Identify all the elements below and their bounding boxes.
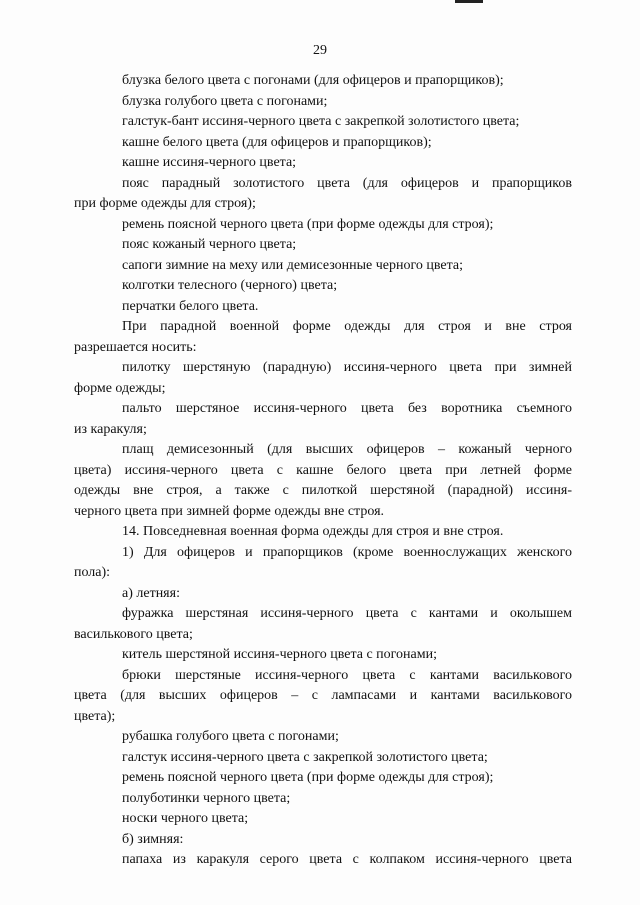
text-line: кашне белого цвета (для офицеров и прапорщиков); bbox=[122, 134, 432, 150]
page-number: 29 bbox=[313, 43, 327, 58]
text-line: папаха из каракуля серого цвета с колпаком иссиня-черного цвета bbox=[122, 852, 572, 867]
text-line: цвета); bbox=[74, 708, 116, 724]
text-line: блузка белого цвета с погонами (для офицеров и прапорщиков); bbox=[122, 73, 504, 88]
text-line: рубашка голубого цвета с погонами; bbox=[122, 729, 339, 744]
text-line: блузка голубого цвета с погонами; bbox=[122, 93, 328, 109]
text-line: ремень поясной черного цвета (при форме одежды для строя); bbox=[122, 216, 494, 232]
text-line: цвета (для высших офицеров – с лампасами и кантами василькового bbox=[74, 688, 572, 703]
text-line: 1) Для офицеров и прапорщиков (кроме военнослужащих женского bbox=[122, 544, 572, 560]
text-line: василькового цвета; bbox=[74, 626, 193, 642]
text-line: брюки шерстяные иссиня-черного цвета с кантами василькового bbox=[122, 667, 572, 683]
text-line: а) летняя: bbox=[122, 585, 180, 601]
text-line: китель шерстяной иссиня-черного цвета с погонами; bbox=[122, 647, 437, 662]
text-line: б) зимняя: bbox=[122, 831, 184, 847]
text-line: кашне иссиня-черного цвета; bbox=[122, 155, 297, 170]
scan-edge-mark bbox=[455, 0, 483, 3]
text-line: колготки телесного (черного) цвета; bbox=[122, 278, 338, 293]
text-line: пояс кожаный черного цвета; bbox=[122, 237, 297, 252]
text-line: носки черного цвета; bbox=[122, 811, 249, 826]
text-line: галстук-бант иссиня-черного цвета с закрепкой золотистого цвета; bbox=[122, 114, 520, 129]
text-line: форме одежды; bbox=[74, 380, 166, 396]
text-line: плащ демисезонный (для высших офицеров – кожаный черного bbox=[122, 442, 572, 457]
text-line: При парадной военной форме одежды для строя и вне строя bbox=[122, 319, 572, 334]
text-line: полуботинки черного цвета; bbox=[122, 790, 291, 806]
text-line: пальто шерстяное иссиня-черного цвета без воротника съемного bbox=[122, 401, 572, 416]
document-body bbox=[74, 71, 572, 871]
text-line: одежды вне строя, а также с пилоткой шерстяной (парадной) иссиня- bbox=[74, 483, 572, 498]
text-line: пола): bbox=[74, 565, 111, 580]
text-line: фуражка шерстяная иссиня-черного цвета с кантами и околышем bbox=[122, 606, 572, 621]
text-line: пояс парадный золотистого цвета (для офицеров и прапорщиков bbox=[122, 175, 572, 191]
text-line: разрешается носить: bbox=[74, 339, 197, 355]
text-line: пилотку шерстяную (парадную) иссиня-черного цвета при зимней bbox=[122, 360, 572, 375]
text-line: черного цвета при зимней форме одежды вне строя. bbox=[74, 503, 385, 519]
text-line: 14. Повседневная военная форма одежды для строя и вне строя. bbox=[122, 524, 504, 539]
text-line: из каракуля; bbox=[74, 421, 147, 437]
text-line: сапоги зимние на меху или демисезонные черного цвета; bbox=[122, 257, 464, 273]
text-line: галстук иссиня-черного цвета с закрепкой золотистого цвета; bbox=[122, 749, 488, 765]
text-line: ремень поясной черного цвета (при форме одежды для строя); bbox=[122, 770, 494, 785]
text-line: цвета) иссиня-черного цвета с кашне белого цвета при летней форме bbox=[74, 462, 572, 478]
text-line: перчатки белого цвета. bbox=[122, 298, 259, 314]
text-line: при форме одежды для строя); bbox=[74, 196, 256, 211]
